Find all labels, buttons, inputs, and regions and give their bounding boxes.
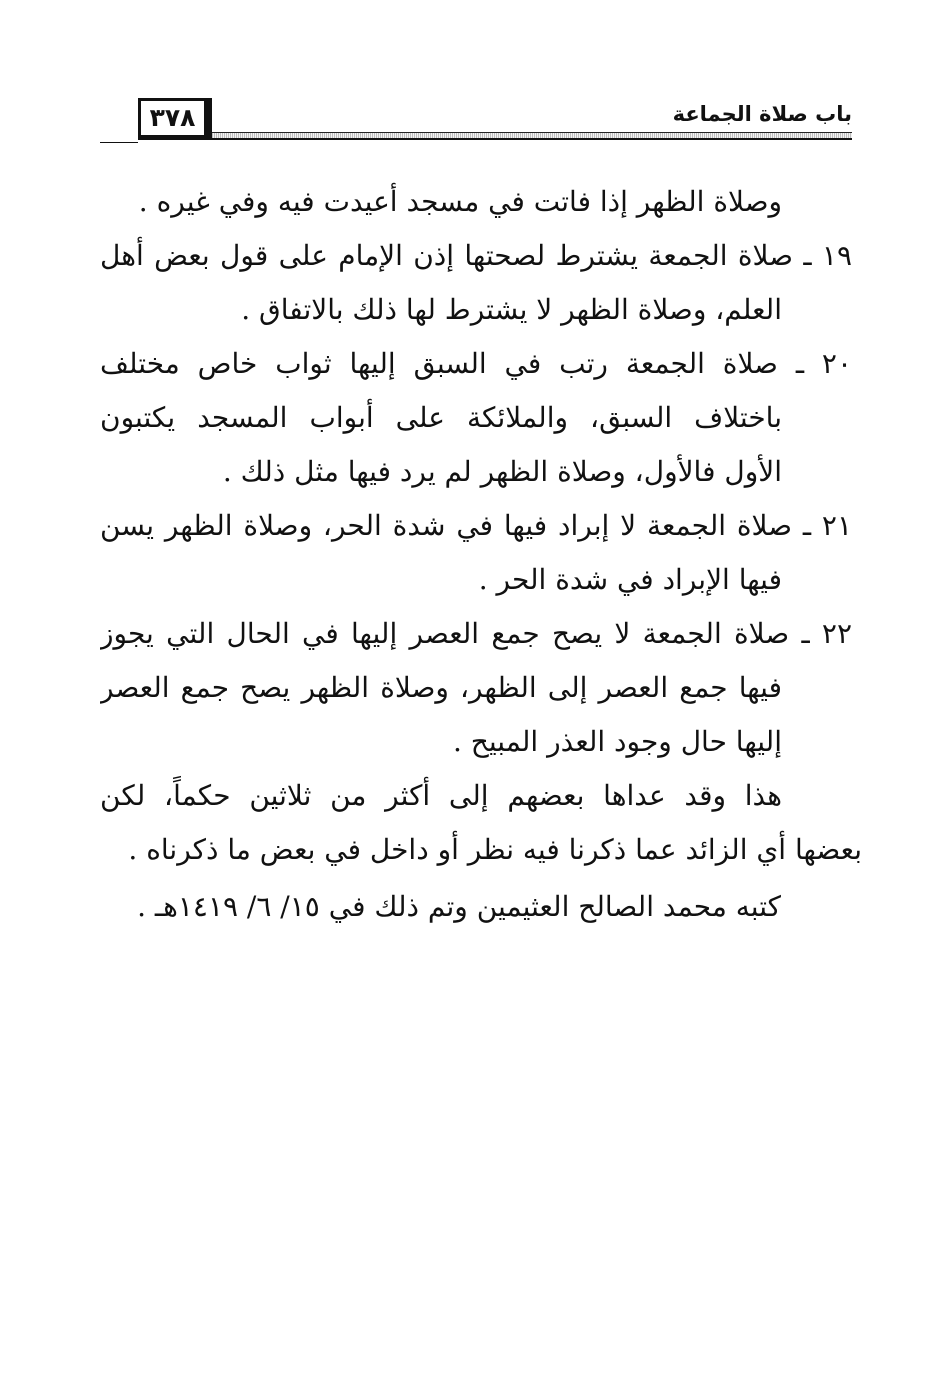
list-item-20: ٢٠ ـ صلاة الجمعة رتب في السبق إليها ثواب خاص مختلف	[100, 347, 852, 380]
author-signature-line: كتبه محمد الصالح العثيمين وتم ذلك في ١٥/ ٦/ ١٤١٩هـ .	[137, 890, 781, 923]
text-line: وصلاة الظهر إذا فاتت في مسجد أعيدت فيه وفي غيره .	[138, 185, 782, 218]
page-body	[100, 175, 862, 877]
chapter-title: باب صلاة الجماعة	[672, 102, 852, 126]
text-line: إليها حال وجود العذر المبيح .	[452, 725, 782, 758]
page-number: ٣٧٨	[138, 98, 212, 138]
list-item-21: ٢١ ـ صلاة الجمعة لا إبراد فيها في شدة الحر، وصلاة الظهر يسن	[100, 509, 852, 542]
header-rule-end	[100, 132, 138, 143]
closing-paragraph-line: بعضها أي الزائد عما ذكرنا فيه نظر أو داخل في بعض ما ذكرناه .	[128, 833, 862, 866]
text-line: العلم، وصلاة الظهر لا يشترط لها ذلك بالاتفاق .	[241, 293, 782, 326]
header-rule	[100, 132, 852, 140]
list-item-22: ٢٢ ـ صلاة الجمعة لا يصح جمع العصر إليها في الحال التي يجوز	[100, 617, 852, 650]
list-item-19: ١٩ ـ صلاة الجمعة يشترط لصحتها إذن الإمام على قول بعض أهل	[100, 239, 852, 272]
closing-paragraph-line: هذا وقد عداها بعضهم إلى أكثر من ثلاثين حكماً، لكن	[100, 779, 782, 812]
text-line: الأول فالأول، وصلاة الظهر لم يرد فيها مثل ذلك .	[222, 455, 782, 488]
page-header	[100, 96, 852, 148]
text-line: فيها جمع العصر إلى الظهر، وصلاة الظهر يصح جمع العصر	[100, 671, 782, 704]
text-line: فيها الإبراد في شدة الحر .	[478, 563, 782, 596]
text-line: باختلاف السبق، والملائكة على أبواب المسجد يكتبون	[100, 401, 782, 434]
